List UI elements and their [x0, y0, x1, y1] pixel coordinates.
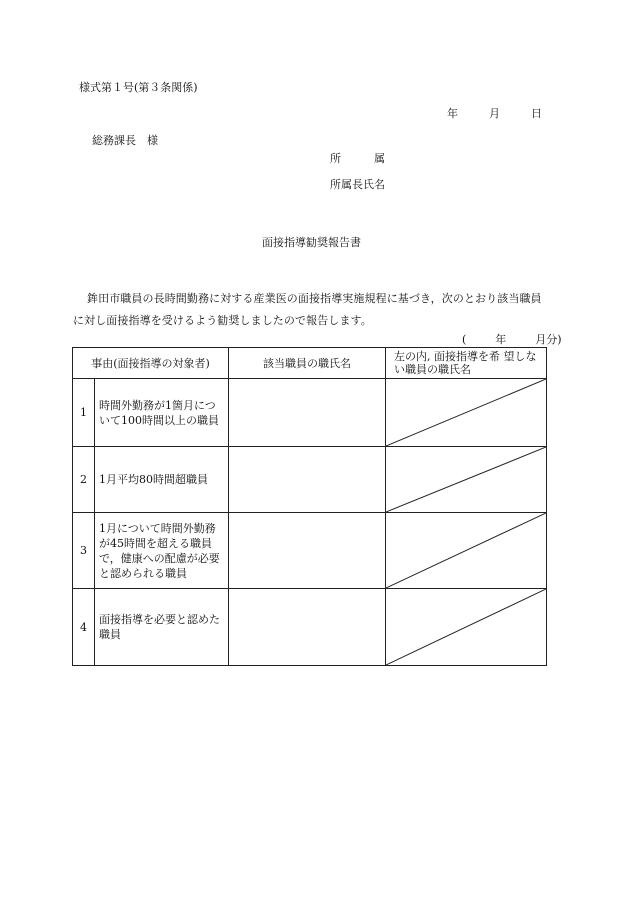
row-number: 4 [73, 589, 95, 666]
period-line [462, 333, 562, 347]
row-declined-name-cell[interactable] [386, 379, 547, 447]
addressee: 総務課長 様 [92, 134, 158, 147]
row-reason: 面接指導を必要と認めた職員 [95, 589, 229, 666]
row-declined-name-cell[interactable] [386, 513, 547, 589]
form-number: 様式第１号(第３条関係) [79, 81, 198, 94]
sender-department-label: 所 属 [330, 152, 385, 165]
diagonal-line [386, 589, 546, 665]
period-open-paren: ( [462, 333, 467, 346]
row-employee-name-cell[interactable] [229, 513, 386, 589]
row-reason: 1月平均80時間超職員 [95, 447, 229, 513]
table-row [73, 513, 547, 589]
date-line [447, 107, 542, 121]
header-declined-name: 左の内, 面接指導を希 望しない職員の職氏名 [386, 348, 547, 379]
body-text: 鉾田市職員の長時間勤務に対する産業医の面接指導実施規程に基づき，次のとおり該当職員に対し面接指導を受けるよう勧奨しましたので報告します。 [73, 292, 542, 327]
row-number: 2 [73, 447, 95, 513]
row-employee-name-cell[interactable] [229, 379, 386, 447]
date-year-label: 年 [447, 107, 458, 120]
diagonal-line [386, 447, 546, 512]
diagonal-line [386, 379, 546, 446]
period-year-label: 年 [495, 333, 507, 346]
table-row [73, 589, 547, 666]
sender-head-name-label: 所属長氏名 [330, 178, 385, 191]
table-row [73, 379, 547, 447]
header-subject: 事由(面接指導の対象者) [73, 348, 229, 379]
document-title: 面接指導勧奨報告書 [262, 236, 361, 249]
report-table [72, 347, 547, 666]
diagonal-line [386, 513, 546, 588]
row-reason: 時間外勤務が1箇月について100時間以上の職員 [95, 379, 229, 447]
table-header-row [73, 348, 547, 379]
date-month-label: 月 [489, 107, 500, 120]
row-reason: 1月について時間外勤務が45時間を超える職員で，健康への配慮が必要と認められる職員 [95, 513, 229, 589]
row-employee-name-cell[interactable] [229, 447, 386, 513]
row-declined-name-cell[interactable] [386, 589, 547, 666]
period-month-label: 月分) [535, 333, 562, 346]
row-number: 3 [73, 513, 95, 589]
row-employee-name-cell[interactable] [229, 589, 386, 666]
table-row [73, 447, 547, 513]
row-number: 1 [73, 379, 95, 447]
header-employee-name: 該当職員の職氏名 [229, 348, 386, 379]
date-day-label: 日 [531, 107, 542, 120]
row-declined-name-cell[interactable] [386, 447, 547, 513]
